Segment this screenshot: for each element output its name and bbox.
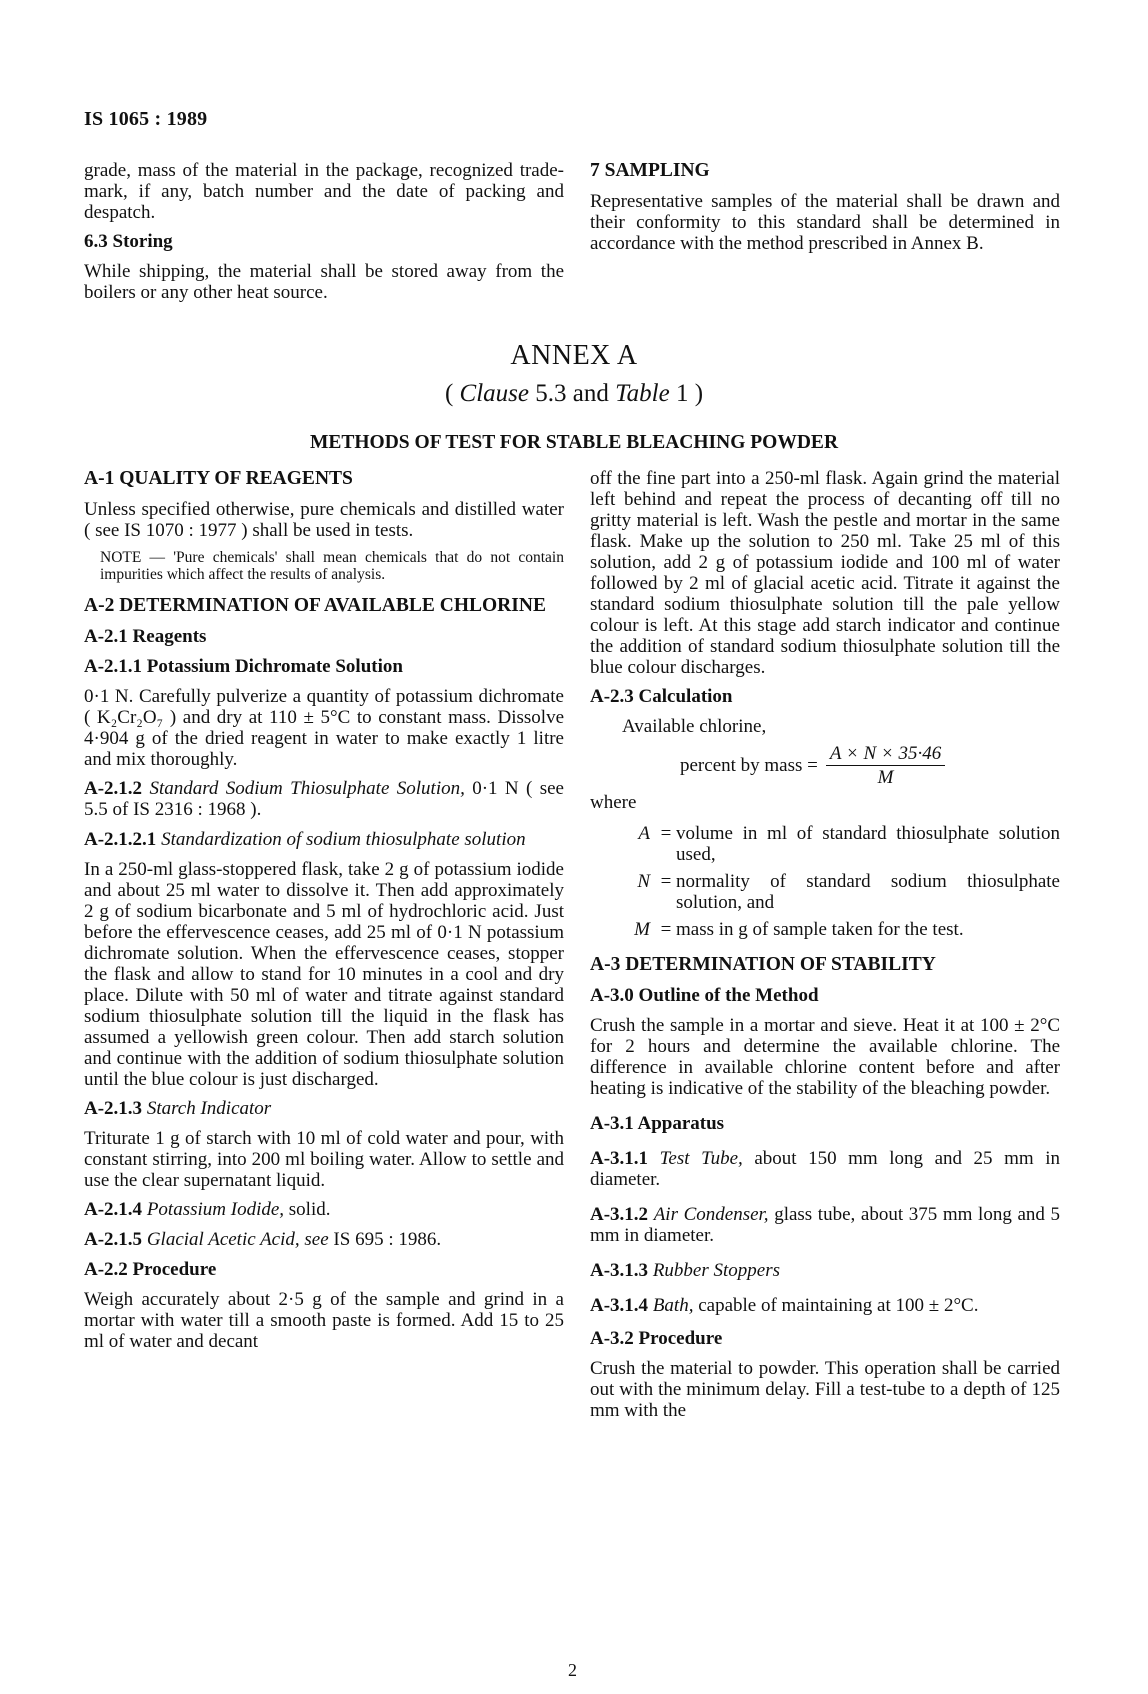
- where-symbol-N: N: [637, 871, 650, 892]
- a211-heading: A-2.1.1 Potassium Dichromate Solution: [84, 656, 403, 677]
- a213-paragraph: Triturate 1 g of starch with 10 ml of cold water and pour, with constant stirring, into 200 ml boiling water. Allow to settle and use the clear supernatant liquid.: [84, 1128, 564, 1191]
- a311-tail: about 150 mm long and 25 mm in diameter.: [590, 1148, 1060, 1190]
- a213-title: Starch Indicator: [146, 1098, 272, 1119]
- available-chlorine-label: Available chlorine,: [622, 716, 767, 737]
- calculation-formula: [590, 716, 1060, 813]
- a3-heading: A-3 DETERMINATION OF STABILITY: [590, 954, 936, 975]
- where-label: where: [590, 792, 637, 813]
- a314-number: A-3.1.4: [590, 1295, 649, 1316]
- right-column: [590, 468, 1060, 1429]
- annex-ref-clause: Clause: [459, 380, 529, 407]
- where-item-N: [590, 871, 1060, 913]
- a213-heading: [84, 1098, 564, 1119]
- a314-tail: capable of maintaining at 100 ± 2°C.: [698, 1295, 979, 1316]
- formula-denominator: M: [877, 767, 894, 788]
- a311-number: A-3.1.1: [590, 1148, 649, 1169]
- annex-ref-table: Table: [615, 380, 670, 407]
- annex-ref-clause-num: 5.3 and: [535, 380, 609, 407]
- a1-note: NOTE — 'Pure chemicals' shall mean chemicals that do not contain impurities which affect the results of analysis.: [100, 549, 564, 583]
- top-right-column: [590, 160, 1060, 262]
- a311-title: Test Tube,: [659, 1148, 743, 1169]
- a311-heading: [590, 1148, 1060, 1190]
- a23-heading: A-2.3 Calculation: [590, 686, 733, 707]
- a2121-title: Standardization of sodium thiosulphate solution: [161, 829, 526, 850]
- a2121-paragraph: In a 250-ml glass-stoppered flask, take 2 g of potassium iodide and about 25 ml water to dissolve it. Then add approximately 2 g of sodium bicarbonate and 5 ml of hydrochloric acid. Just before the effervescence ceases, add 25 ml of 0·1 N potassium dichromate solution. When the effervescence ceases, stopper the flask and allow to stand for 10 minutes in a cool and dry place. Dilute with 50 ml of water and titrate against standard sodium thiosulphate solution till the liquid in the flask has assumed a yellowish green colour. Then add starch solution and continue with the addition of sodium thiosulphate solution until the blue colour is just discharged.: [84, 859, 564, 1090]
- a32-paragraph: Crush the material to powder. This operation shall be carried out with the minimum delay. Fill a test-tube to a depth of 125 mm with the: [590, 1358, 1060, 1421]
- a211-paragraph: 0·1 N. Carefully pulverize a quantity of potassium dichromate ( K₂Cr₂O₇ ) and dry at 110 ± 5°C to constant mass. Dissolve 4·904 g of the dried reagent in water to make exactly 1 litre and mix thoroughly.: [84, 686, 564, 770]
- page-number: 2: [568, 1660, 577, 1680]
- a312-title: Air Condenser,: [653, 1204, 769, 1225]
- a313-heading: [590, 1260, 1060, 1281]
- a313-title: Rubber Stoppers: [652, 1260, 780, 1281]
- storing-heading: 6.3 Storing: [84, 231, 173, 252]
- a215-heading: [84, 1229, 564, 1250]
- where-item-A: [590, 823, 1060, 865]
- top-left-column: [84, 160, 564, 311]
- a21-heading: A-2.1 Reagents: [84, 626, 207, 647]
- a22-heading: A-2.2 Procedure: [84, 1259, 217, 1280]
- a215-number: A-2.1.5: [84, 1229, 143, 1250]
- a31-heading: A-3.1 Apparatus: [590, 1113, 725, 1134]
- formula-row: [590, 743, 1060, 788]
- a32-heading: A-3.2 Procedure: [590, 1328, 723, 1349]
- a314-title: Bath,: [652, 1295, 694, 1316]
- a212-heading: [84, 778, 564, 820]
- a312-number: A-3.1.2: [590, 1204, 649, 1225]
- a314-heading: [590, 1295, 1060, 1316]
- where-text-A: volume in ml of standard thiosulphate solution used,: [676, 823, 1060, 865]
- a30-heading: A-3.0 Outline of the Method: [590, 985, 819, 1006]
- formula-fraction: [826, 743, 945, 788]
- a214-heading: [84, 1199, 564, 1220]
- a1-heading: A-1 QUALITY OF REAGENTS: [84, 468, 353, 489]
- a214-tail: solid.: [288, 1199, 331, 1220]
- annex-ref-open: (: [444, 380, 454, 407]
- a213-number: A-2.1.3: [84, 1098, 143, 1119]
- formula-numerator: A × N × 35·46: [826, 743, 945, 766]
- where-symbol-M: M: [634, 919, 650, 940]
- annex-ref-table-num: 1 ): [675, 380, 704, 407]
- annex-reference: [0, 380, 1148, 408]
- where-equals-M: =: [660, 919, 672, 940]
- where-symbol-A: A: [638, 823, 650, 844]
- left-column: [84, 468, 564, 1360]
- document-header: IS 1065 : 1989: [84, 108, 208, 130]
- where-item-M: [590, 919, 1060, 940]
- a215-tail: IS 695 : 1986.: [333, 1229, 442, 1250]
- where-equals-N: =: [660, 871, 672, 892]
- where-text-M: mass in g of sample taken for the test.: [676, 919, 964, 940]
- a22-paragraph: Weigh accurately about 2·5 g of the sample and grind in a mortar with water till a smooth paste is formed. Add 15 to 25 ml of water and decant: [84, 1289, 564, 1352]
- sampling-paragraph: Representative samples of the material shall be drawn and their conformity to this standard shall be determined in accordance with the method prescribed in Annex B.: [590, 191, 1060, 254]
- a30-paragraph: Crush the sample in a mortar and sieve. Heat it at 100 ± 2°C for 2 hours and determine the available chlorine. The difference in available chlorine content before and after heating is indicative of the stability of the bleaching powder.: [590, 1015, 1060, 1099]
- a312-tail: glass tube, about 375 mm long and 5 mm in diameter.: [590, 1204, 1060, 1246]
- a212-title: Standard Sodium Thiosulphate Solution,: [149, 778, 465, 799]
- a214-title: Potassium Iodide,: [146, 1199, 285, 1220]
- a1-paragraph: Unless specified otherwise, pure chemicals and distilled water ( see IS 1070 : 1977 ) shall be used in tests.: [84, 499, 564, 541]
- a2121-heading: [84, 829, 564, 850]
- procedure-continued-paragraph: off the fine part into a 250-ml flask. Again grind the material left behind and repeat the process of decanting off till no gritty material is left. Wash the pestle and mortar in the same flask. Make up the solution to 250 ml. Take 25 ml of this solution, add 2 g of potassium iodide and 100 ml of water followed by 2 ml of glacial acetic acid. Titrate it against the standard sodium thiosulphate solution till the pale yellow colour is left. At this stage add starch indicator and continue the addition of standard sodium thiosulphate solution till the blue colour discharges.: [590, 468, 1060, 678]
- packing-paragraph: grade, mass of the material in the package, recognized trade-mark, if any, batch number and the date of packing and despatch.: [84, 160, 564, 223]
- a2-heading: A-2 DETERMINATION OF AVAILABLE CHLORINE: [84, 595, 546, 616]
- a313-number: A-3.1.3: [590, 1260, 649, 1281]
- a2121-number: A-2.1.2.1: [84, 829, 157, 850]
- a312-heading: [590, 1204, 1060, 1246]
- annex-title: ANNEX A: [510, 340, 638, 371]
- a214-number: A-2.1.4: [84, 1199, 143, 1220]
- a215-title: Glacial Acetic Acid, see: [146, 1229, 329, 1250]
- formula-lhs: percent by mass =: [680, 755, 818, 776]
- a212-number: A-2.1.2: [84, 778, 143, 799]
- sampling-heading: 7 SAMPLING: [590, 160, 710, 181]
- where-equals-A: =: [660, 823, 672, 844]
- storing-paragraph: While shipping, the material shall be stored away from the boilers or any other heat source.: [84, 261, 564, 303]
- annex-heading: METHODS OF TEST FOR STABLE BLEACHING POWDER: [309, 432, 839, 453]
- where-text-N: normality of standard sodium thiosulphate solution, and: [676, 871, 1060, 913]
- a212-tail: 0·1 N ( see 5.5 of IS 2316 : 1968 ).: [84, 778, 564, 820]
